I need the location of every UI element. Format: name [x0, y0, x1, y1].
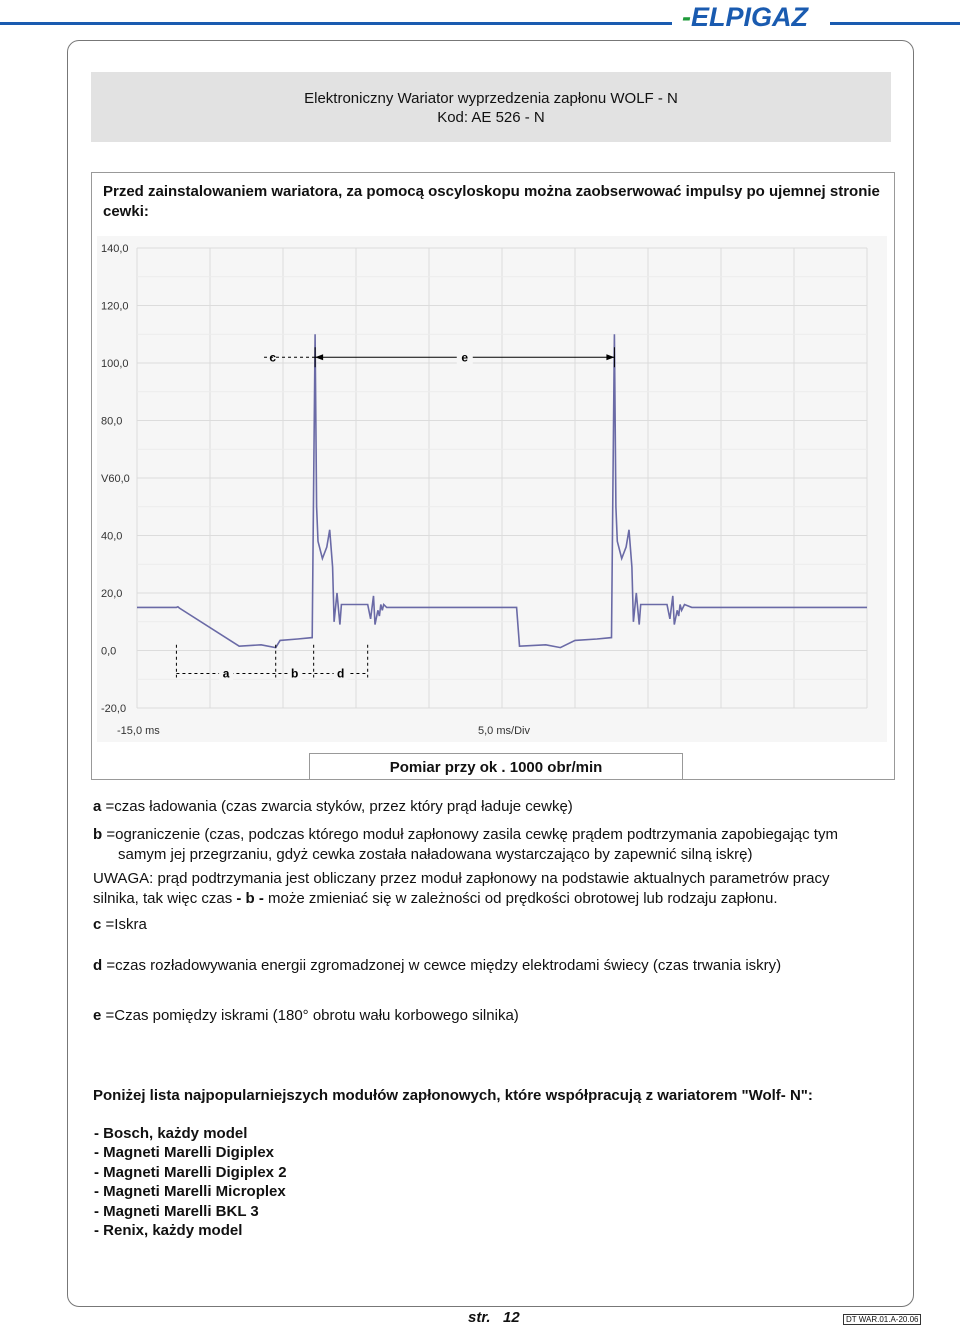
def-b-text-1: =ograniczenie (czas, podczas którego moduł zapłonowy zasila cewkę prądem podtrzymania zapobiegając tym [106, 826, 838, 843]
list-item: - Magneti Marelli Digiplex [94, 1144, 275, 1162]
def-a-text: =czas ładowania (czas zwarcia styków, przez który prąd ładuje cewkę) [105, 798, 573, 815]
def-c [93, 915, 147, 935]
y-tick-label: V60,0 [101, 473, 130, 485]
logo-dash: - [682, 2, 691, 32]
list-item: - Magneti Marelli Digiplex 2 [94, 1163, 287, 1181]
def-e-text: =Czas pomiędzy iskrami (180° obrotu wału korbowego silnika) [105, 1007, 519, 1024]
x-start-label: -15,0 ms [117, 725, 160, 737]
list-item: - Renix, każdy model [94, 1222, 243, 1240]
plot-background [97, 236, 887, 742]
uwaga-line-2-bold: - b - [236, 890, 264, 907]
y-tick-label: 140,0 [101, 243, 129, 255]
def-a [93, 797, 573, 817]
oscilloscope-chart [97, 236, 887, 742]
annotation-label-d: d [336, 666, 345, 681]
uwaga-line-2-post: może zmieniać się w zależności od prędkości obrotowej lub rodzaju zapłonu. [263, 890, 778, 907]
y-tick-label: 100,0 [101, 358, 129, 370]
def-d-key: d [93, 957, 103, 974]
list-item: - Bosch, każdy model [94, 1125, 248, 1142]
y-tick-label: 40,0 [101, 530, 123, 543]
title-line-2: Kod: AE 526 - N [437, 109, 545, 126]
annotation-label-a: a [222, 666, 230, 681]
y-tick-label: 0,0 [101, 645, 117, 658]
def-e [93, 1006, 519, 1026]
uwaga-line-2-pre: silnika, tak więc czas [93, 890, 237, 907]
modules-list [94, 1124, 287, 1240]
measurement-caption: Pomiar przy ok . 1000 obr/min [309, 753, 683, 780]
title-box [91, 72, 891, 142]
annotation-label-b: b [291, 666, 299, 681]
uwaga-note [93, 869, 829, 909]
header-rule-left [0, 22, 672, 25]
def-d [93, 956, 781, 976]
def-b-key: b [93, 826, 103, 843]
y-tick-label: 120,0 [101, 300, 129, 313]
def-d-text: =czas rozładowywania energii zgromadzonej w cewce między elektrodami świecy (czas trwania iskry) [106, 957, 782, 974]
y-tick-label: 20,0 [101, 588, 123, 600]
logo-text: ELPIGAZ [691, 2, 809, 32]
list-item: - Magneti Marelli Microplex [94, 1183, 286, 1201]
def-b [93, 825, 838, 865]
intro-text: Przed zainstalowaniem wariatora, za pomocą oscyloskopu można zaobserwować impulsy po ujemnej stronie cewki: [103, 183, 880, 220]
def-a-key: a [93, 798, 102, 815]
uwaga-line-1: UWAGA: prąd podtrzymania jest obliczany przez moduł zapłonowy na podstawie aktualnych parametrów pracy [93, 870, 830, 887]
x-div-label: 5,0 ms/Div [478, 725, 530, 737]
def-c-text: =Iskra [105, 916, 147, 933]
modules-heading: Poniżej lista najpopularniejszych modułów zapłonowych, które współpracują z wariatorem "Wolf- N": [93, 1087, 813, 1104]
def-c-key: c [93, 916, 102, 933]
list-item: - Magneti Marelli BKL 3 [94, 1202, 259, 1220]
header-rule-right [830, 22, 960, 25]
document-code: DT WAR.01.A-20.06 [843, 1314, 921, 1325]
def-b-text-2: samym jej przegrzaniu, gdyż cewka została naładowana wystarczająco by zapewnić silną iskrę) [118, 846, 753, 863]
title-line-1: Elektroniczny Wariator wyprzedzenia zapłonu WOLF - N [304, 90, 678, 107]
y-tick-label: 80,0 [101, 415, 123, 428]
elpigaz-logo [682, 2, 808, 33]
annotation-label-e: e [461, 350, 469, 365]
annotation-label-c: c [269, 350, 277, 365]
y-tick-label: -20,0 [101, 703, 127, 715]
def-e-key: e [93, 1007, 102, 1024]
page-number: str. 12 [468, 1309, 520, 1326]
